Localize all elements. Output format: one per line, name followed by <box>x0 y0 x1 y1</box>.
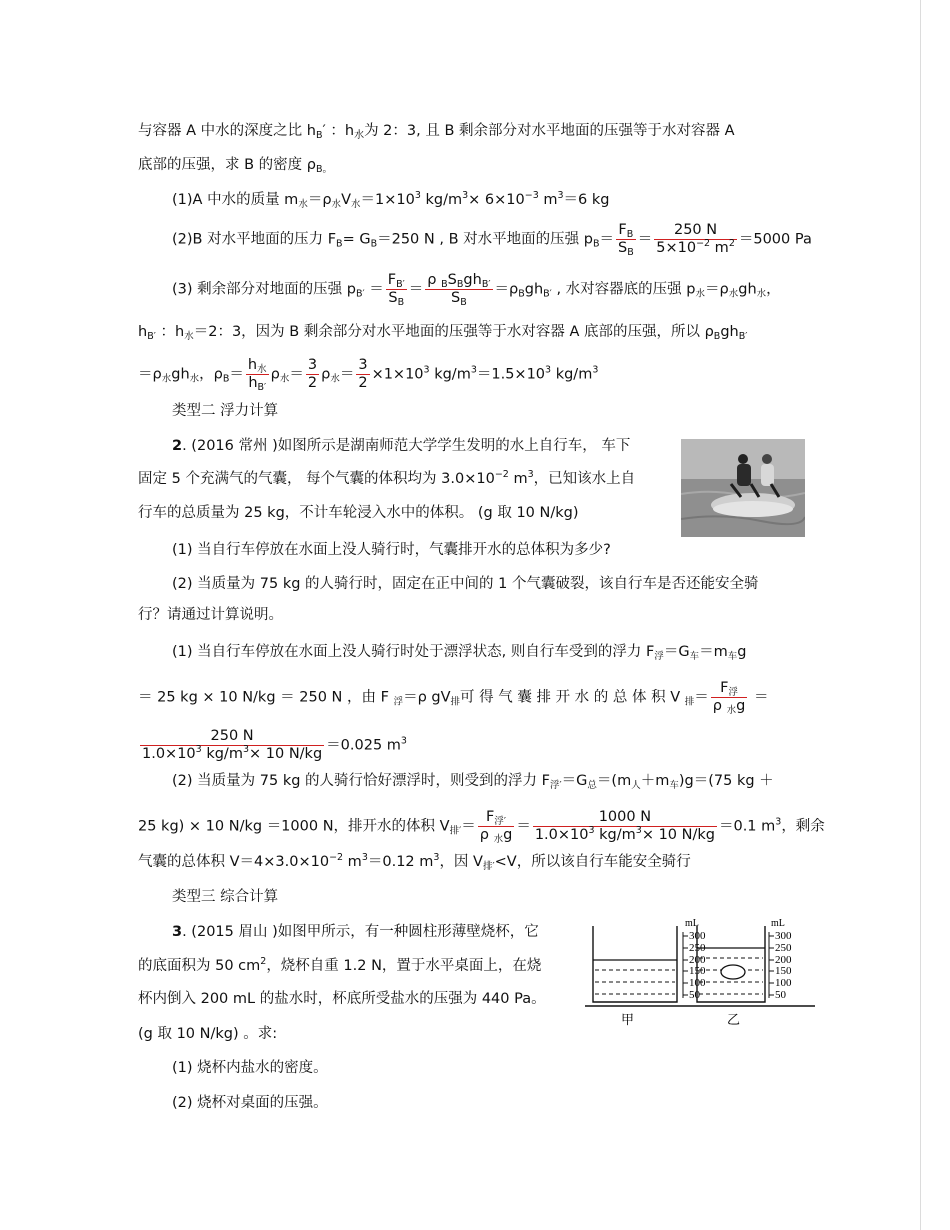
fraction: $\frac{F_浮}{\rho _水g}$ <box>712 680 746 716</box>
answer-line: ＝ 25 kg × 10 N/kg ＝ 250 N ，由 F $_浮$＝ρ $gV_排$可 得 气 囊 排 开 水 的 总 体 积 V $_排$＝ $\frac{F_浮}{\rho _水g}$ ＝ <box>138 680 769 716</box>
section-heading: 类型二 浮力计算 <box>172 403 279 419</box>
answer-line: (2)B 对水平地面的压力 $F_B= G_B=250$ N , B 对水平地面的压强 $p_B=$ $\frac{F_B}{S_B}$ ＝ $\frac{250 N}{5\times 10^{-2} m^2}$ ＝5000 Pa <box>172 222 812 258</box>
section-heading: 类型三 综合计算 <box>172 889 279 905</box>
floating-object <box>721 965 745 979</box>
problem-line: 固定 5 个充满气的气囊， 每个气囊的体积均为 $3.0\times 10^{-2}$ $m^3$，已知该水上自 <box>138 469 636 487</box>
fraction: $\frac{\rho _BS_Bgh_{B'}}{S_B}$ <box>427 272 491 308</box>
answer-line: (2) 当质量为 75 kg 的人骑行恰好漂浮时，则受到的浮力 $F_{浮'}=G_总=(m_人+m_车)g=(75$ kg ＋ <box>172 773 774 791</box>
unit-label: mL <box>685 918 699 929</box>
problem-line: 行车的总质量为 25 kg，不计车轮浸入水中的体积。 (g 取 10 N/kg) <box>138 505 579 521</box>
tick-label: 300 <box>689 930 706 942</box>
text-line: 与容器 A 中水的深度之比 $h_B'$ ：$h_水$为 2：3, 且 B 剩余部分对水平地面的压强等于水对容器 A <box>138 123 735 141</box>
answer-line: $\frac{250 N}{1.0\times 10^3 kg/m^3\times 10 N/kg}$ ＝0.025 $m^3$ <box>142 728 407 762</box>
tick-label: 50 <box>775 989 786 1001</box>
question-line: (1) 当自行车停放在水面上没人骑行时，气囊排开水的总体积为多少? <box>172 542 611 558</box>
question-line: 行？请通过计算说明。 <box>138 607 283 623</box>
unit-label: mL <box>771 918 785 929</box>
answer-line: (1)A 中水的质量 $m_水=\rho_水V_水=1\times 10^3$ $kg/m^3\times 6\times 10^{-3}$ $m^3=6$ kg <box>172 190 610 210</box>
fraction: $\frac{3}{2}$ <box>358 357 368 391</box>
tick-label: 100 <box>689 977 706 989</box>
beaker-right <box>697 926 765 1002</box>
fraction: $\frac{3}{2}$ <box>307 357 318 391</box>
problem-line: 杯内倒入 200 mL 的盐水时，杯底所受盐水的压强为 440 Pa。 <box>138 991 546 1007</box>
tick-label: 150 <box>689 965 706 977</box>
fraction: $\frac{1000 N}{1.0\times 10^3 kg/m^3\times 10 N/kg}$ <box>534 809 715 843</box>
tick-label: 100 <box>775 977 792 989</box>
problem-line: 3. (2015 眉山 )如图甲所示，有一种圆柱形薄壁烧杯，它 <box>172 924 539 940</box>
question-line: (2) 当质量为 75 kg 的人骑行时，固定在正中间的 1 个气囊破裂，该自行车是否还能安全骑 <box>172 576 759 592</box>
answer-line: (1) 当自行车停放在水面上没人骑行时处于漂浮状态, 则自行车受到的浮力 $F_浮=G_车=m_车g$ <box>172 644 747 662</box>
page-edge <box>920 0 921 1230</box>
answer-line: (3) 剩余部分对地面的压强 $p_{B'}$ ＝ $\frac{F_{B'}}{S_B}$ ＝ $\frac{\rho _BS_Bgh_{B'}}{S_B}$ $=\rho_Bgh_{B'}$ , 水对容器底的压强 $p_水=\rho_水gh_水$， <box>172 272 781 308</box>
tick-label: 150 <box>775 965 792 977</box>
answer-line: 气囊的总体积 $V=4\times 3.0\times 10^{-2}$ $m^3=0.12$ $m^3$，因 $V_{排'}<V$，所以该自行车能安全骑行 <box>138 852 691 872</box>
beaker-diagram <box>585 914 815 1030</box>
fraction: $\frac{250 N}{5\times 10^{-2} m^2}$ <box>656 222 735 256</box>
beaker-left <box>593 926 677 1002</box>
answer-line: 25 kg) × 10 N/kg ＝1000 N，排开水的体积 $V_{排'}=$ $\frac{F_{浮'}}{\rho _水g}$ ＝ $\frac{1000 N}{1.0\times 10^3 kg/m^3\times 10 N/kg}$ ＝0.1 $m^3$，剩余 <box>138 809 825 845</box>
water-bicycle-photo <box>681 439 805 537</box>
tick-label: 250 <box>775 942 792 954</box>
scale-left <box>683 918 706 1001</box>
answer-line: $=\rho_水gh_水$，$\rho_B=$ $\frac{h_水}{h_{B'}}$ $\rho_水=$ $\frac{3}{2}$ $\rho_水=$ $\frac{3}{2}$ $\times 1\times 10^3$ $kg/m^3=1.5\times 10^3$ $kg/m^3$ <box>138 357 599 393</box>
label-yi: 乙 <box>727 1013 741 1028</box>
fraction: $\frac{F_{浮'}}{\rho _水g}$ <box>479 809 513 845</box>
fraction: $\frac{F_B}{S_B}$ <box>617 222 634 258</box>
fraction: $\frac{250 N}{1.0\times 10^3 kg/m^3\times 10 N/kg}$ <box>142 728 323 762</box>
question-line: (1) 烧杯内盐水的密度。 <box>172 1060 328 1076</box>
fraction: $\frac{h_水}{h_{B'}}$ <box>247 357 267 393</box>
tick-label: 200 <box>775 954 792 966</box>
scale-right <box>769 918 792 1001</box>
answer-line: $h_{B'}$ ：$h_水=2$：3，因为 B 剩余部分对水平地面的压强等于水对容器 A 底部的压强，所以 $\rho_Bgh_{B'}$ <box>138 324 748 342</box>
fraction: $\frac{F_{B'}}{S_B}$ <box>387 272 405 308</box>
tick-label: 250 <box>689 942 706 954</box>
label-jia: 甲 <box>621 1013 635 1028</box>
text-line: 底部的压强，求 B 的密度 $\rho_{B。}$ <box>138 157 333 175</box>
problem-line: (g 取 10 N/kg) 。求: <box>138 1026 278 1042</box>
problem-line: 2. (2016 常州 )如图所示是湖南师范大学学生发明的水上自行车， 车下 <box>172 438 631 454</box>
question-line: (2) 烧杯对桌面的压强。 <box>172 1095 328 1111</box>
tick-label: 50 <box>689 989 700 1001</box>
tick-label: 200 <box>689 954 706 966</box>
tick-label: 300 <box>775 930 792 942</box>
problem-line: 的底面积为 50 $cm^2$，烧杯自重 1.2 N，置于水平桌面上，在烧 <box>138 956 542 974</box>
